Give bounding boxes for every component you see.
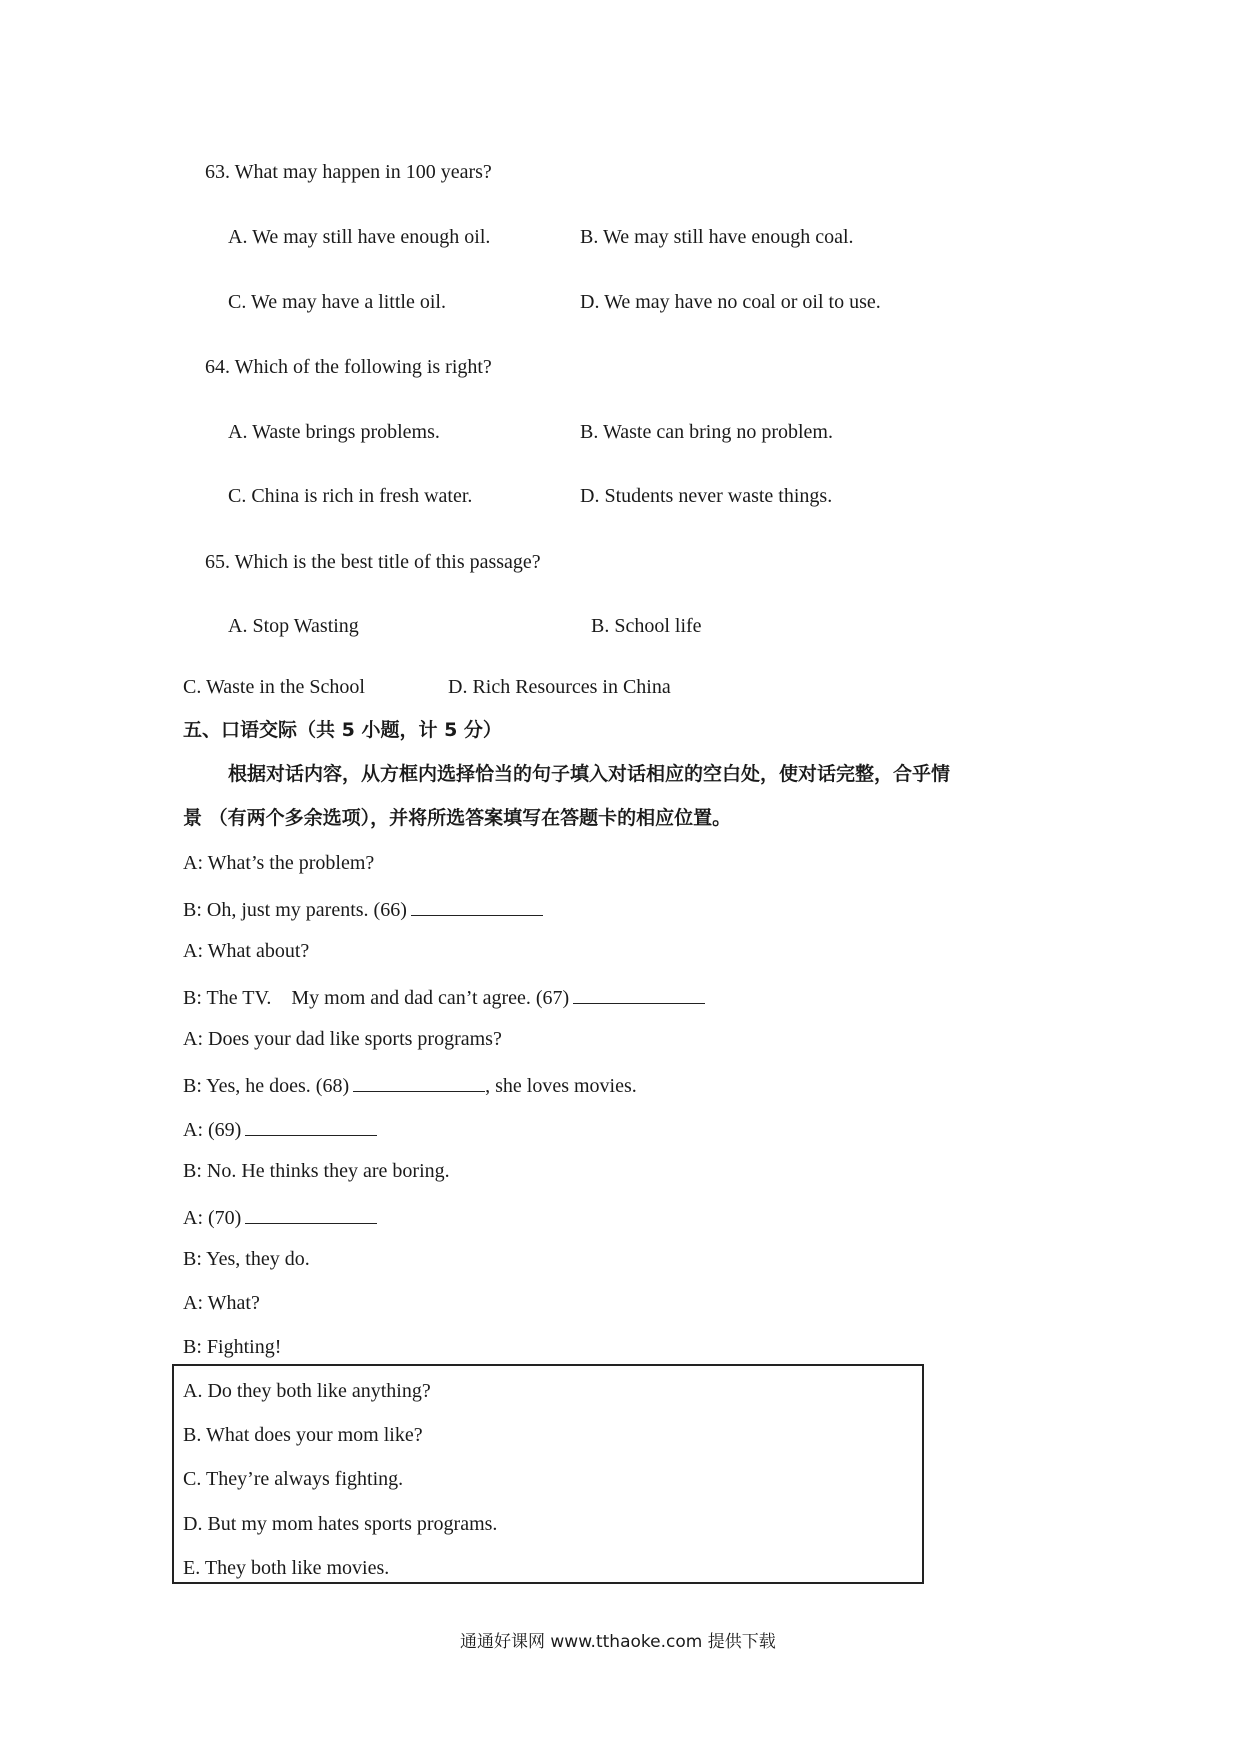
dialogue-line [183,985,705,1008]
dialogue-line: A: What’s the problem? [183,852,375,874]
answer-blank-68[interactable] [353,1073,485,1092]
option-d: D. Rich Resources in China [448,676,671,698]
section-instruction: 根据对话内容，从方框内选择恰当的句子填入对话相应的空白处，使对话完整，合乎情 [228,763,951,785]
dialogue-text: B: Yes, he does. (68) [183,1075,350,1097]
dialogue-text: A: (70) [183,1207,242,1229]
option-b: B. School life [591,615,702,637]
box-option: C. They’re always fighting. [183,1468,404,1490]
option-a: A. Stop Wasting [228,615,359,637]
dialogue-line: A: What about? [183,940,310,962]
dialogue-line: B: No. He thinks they are boring. [183,1160,450,1182]
box-option: A. Do they both like anything? [183,1380,431,1402]
dialogue-text: , she loves movies. [485,1075,637,1097]
dialogue-line [183,1073,637,1096]
dialogue-line [183,1117,377,1140]
answer-blank-66[interactable] [411,897,543,916]
option-c: C. We may have a little oil. [228,291,446,313]
question-stem: 64. Which of the following is right? [205,356,492,378]
option-b: B. We may still have enough coal. [580,226,854,248]
box-option: B. What does your mom like? [183,1424,423,1446]
option-b: B. Waste can bring no problem. [580,421,833,443]
dialogue-line [183,1205,377,1228]
option-d: D. Students never waste things. [580,485,833,507]
page-footer: 通通好课网 www.tthaoke.com 提供下载 [460,1632,776,1652]
dialogue-line [183,897,543,920]
dialogue-text: A: (69) [183,1119,242,1141]
dialogue-line: A: What? [183,1292,260,1314]
section-heading: 五、口语交际（共 5 小题，计 5 分） [183,719,502,741]
dialogue-line: B: Yes, they do. [183,1248,310,1270]
answer-blank-69[interactable] [245,1117,377,1136]
option-a: A. Waste brings problems. [228,421,440,443]
question-stem: 63. What may happen in 100 years? [205,161,492,183]
dialogue-line: A: Does your dad like sports programs? [183,1028,502,1050]
option-c: C. Waste in the School [183,676,365,698]
answer-blank-67[interactable] [573,985,705,1004]
dialogue-text: B: Oh, just my parents. (66) [183,899,407,921]
box-option: E. They both like movies. [183,1557,390,1579]
section-instruction-cont: 景 （有两个多余选项），并将所选答案填写在答题卡的相应位置。 [183,807,732,829]
box-option: D. But my mom hates sports programs. [183,1513,498,1535]
option-c: C. China is rich in fresh water. [228,485,473,507]
option-a: A. We may still have enough oil. [228,226,491,248]
answer-blank-70[interactable] [245,1205,377,1224]
dialogue-line: B: Fighting! [183,1336,282,1358]
question-stem: 65. Which is the best title of this passage? [205,551,541,573]
dialogue-text: B: The TV. My mom and dad can’t agree. (67) [183,987,570,1009]
option-d: D. We may have no coal or oil to use. [580,291,881,313]
